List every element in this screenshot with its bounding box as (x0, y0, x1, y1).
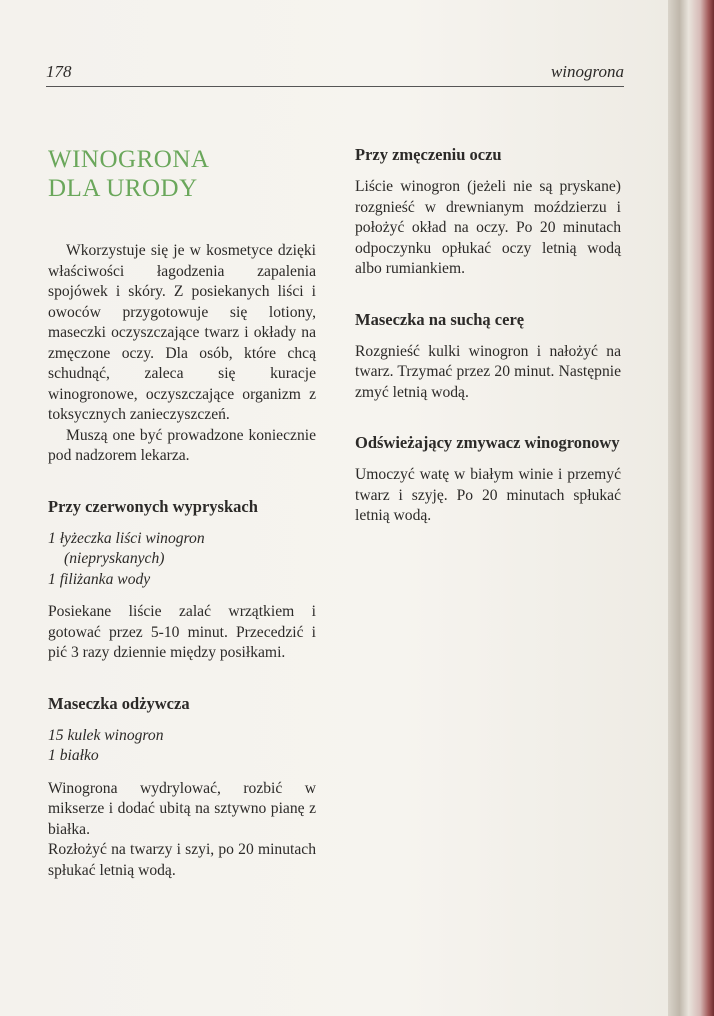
section-nourishing-mask (48, 694, 316, 882)
recipe-text: Umoczyć watę w białym winie i przemyć twarz i szyję. Po 20 minutach spłukać letnią wodą. (355, 466, 621, 524)
section-dry-skin-mask (355, 310, 621, 404)
section-heading: Przy zmęczeniu oczu (355, 145, 502, 164)
recipe-text: Winogrona wydrylować, rozbić w mikserze i dodać ubitą na sztywno pianę z białka. (48, 779, 316, 838)
chapter-title (48, 145, 316, 203)
ingredient-note: (niepryskanych) (64, 550, 165, 567)
chapter-title-line2: DLA URODY (48, 175, 198, 202)
section-heading: Maseczka na suchą cerę (355, 309, 525, 329)
recipe-text: Liście winogron (jeżeli nie są pryskane) rozgnieść w drewnianym moździerzu i położyć okład na oczy. Po 20 minutach odpoczynku opłukać oczy letnią wodą albo rumiankiem. (355, 178, 621, 277)
recipe-text: Posiekane liście zalać wrzątkiem i gotować przez 5-10 minut. Przecedzić i pić 3 razy dziennie między posiłkami. (48, 603, 316, 661)
section-heading: Przy czerwonych wypryskach (48, 496, 258, 516)
ingredient: 1 łyżeczka liści winogron (48, 529, 205, 547)
section-heading: Odświeżający zmywacz winogronowy (355, 433, 620, 452)
intro-paragraph: Wkorzystuje się je w kosmetyce dzięki właściwości łagodzenia zapalenia spojówek i skóry. Z posiekanych liści i owoców przygotowuje się lotiony, maseczki oczyszczające twarz i okłady na zmęczone oczy. Dla osób, które chcą schudnąć, zaleca się kuracje winogronowe, oczyszczające organizm z toksycznych zanieczyszczeń. (48, 242, 316, 423)
book-spine-edge (668, 0, 714, 1016)
section-tired-eyes (355, 145, 621, 280)
section-pimples (48, 497, 316, 664)
section-heading: Maseczka odżywcza (48, 693, 190, 713)
intro-warning: Muszą one być prowadzone koniecznie pod nadzorem lekarza. (48, 426, 316, 464)
ingredient: 15 kulek winogron (48, 726, 164, 744)
page-header (46, 58, 624, 87)
page-number: 178 (46, 62, 72, 81)
right-column (355, 145, 621, 527)
recipe-text: Rozgnieść kulki winogron i nałożyć na twarz. Trzymać przez 20 minut. Następnie zmyć letnią wodą. (355, 342, 621, 401)
left-column (48, 145, 316, 881)
section-cleanser (355, 433, 621, 527)
recipe-text: Rozłożyć na twarzy i szyi, po 20 minutach spłukać letnią wodą. (48, 841, 316, 879)
chapter-title-line1: WINOGRONA (48, 146, 210, 173)
ingredient: 1 białko (48, 747, 99, 764)
running-title: winogrona (550, 62, 624, 81)
ingredient: 1 filiżanka wody (48, 570, 151, 588)
